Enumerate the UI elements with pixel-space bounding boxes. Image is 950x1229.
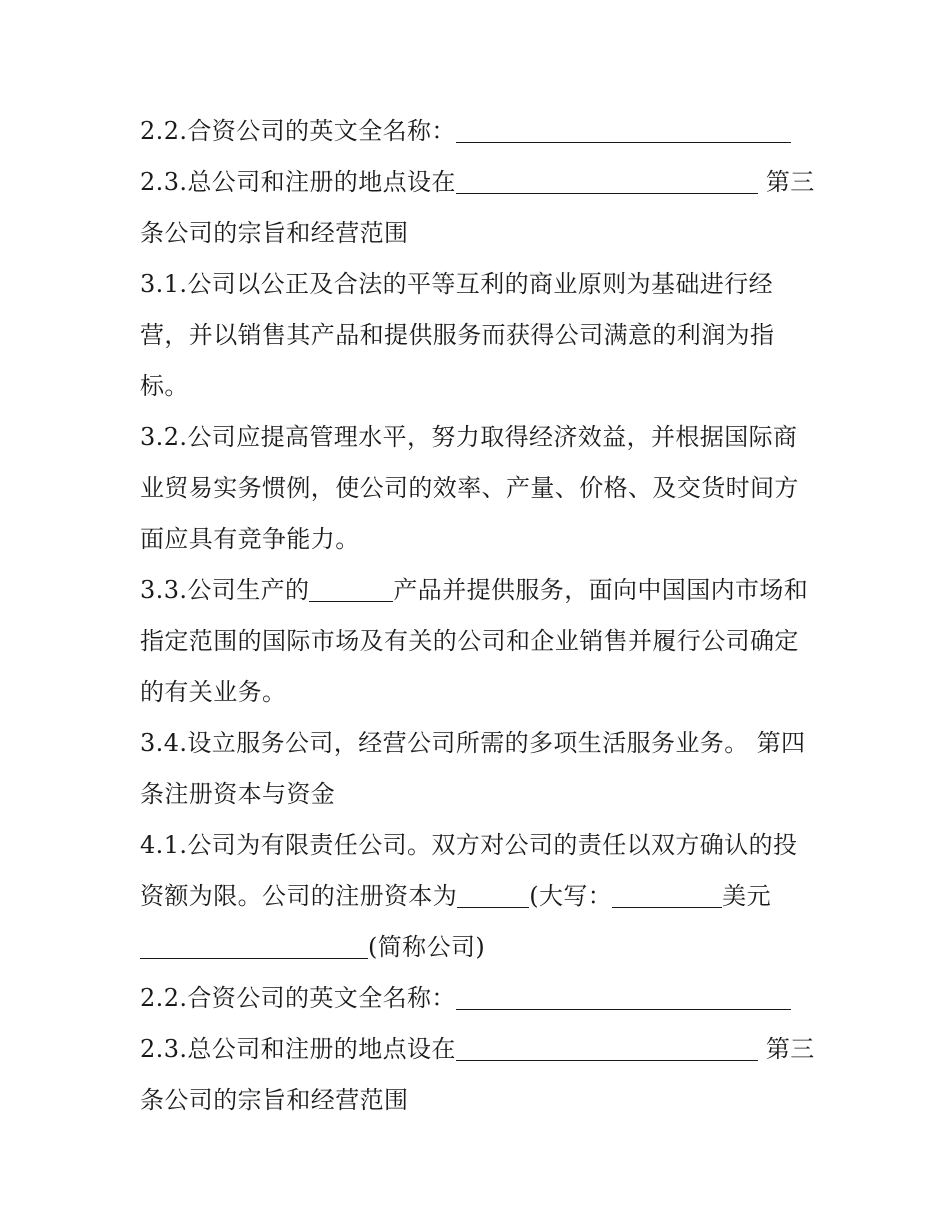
fill-in-blank bbox=[457, 881, 529, 908]
text-line bbox=[140, 216, 408, 250]
line-text: 条公司的宗旨和经营范围 bbox=[140, 219, 409, 247]
text-line bbox=[140, 828, 797, 862]
line-text: 的有关业务。 bbox=[140, 678, 287, 706]
fill-in-blank bbox=[456, 116, 791, 143]
line-text: 产品并提供服务，面向中国国内市场和 bbox=[393, 576, 809, 604]
text-line bbox=[140, 471, 799, 505]
text-line bbox=[140, 879, 771, 913]
text-line bbox=[140, 573, 808, 607]
fill-in-blank bbox=[456, 1034, 758, 1061]
text-line bbox=[140, 777, 335, 811]
fill-in-blank bbox=[309, 575, 393, 602]
text-line bbox=[140, 930, 485, 964]
line-text: 美元 bbox=[722, 882, 771, 910]
line-text: 3.1.公司以公正及合法的平等互利的商业原则为基础进行经 bbox=[140, 270, 773, 298]
line-text: 条公司的宗旨和经营范围 bbox=[140, 1086, 409, 1114]
line-text: 3.4.设立服务公司，经营公司所需的多项生活服务业务。 第四 bbox=[140, 729, 806, 757]
line-text: 第三 bbox=[757, 168, 815, 196]
line-text: 资额为限。公司的注册资本为 bbox=[140, 882, 458, 910]
text-line bbox=[140, 114, 791, 148]
line-text: (简称公司) bbox=[368, 933, 486, 961]
text-line bbox=[140, 165, 815, 199]
line-text: 面应具有竞争能力。 bbox=[140, 525, 360, 553]
text-line bbox=[140, 624, 799, 658]
text-line bbox=[140, 420, 797, 454]
line-text: 业贸易实务惯例，使公司的效率、产量、价格、及交货时间方 bbox=[140, 474, 799, 502]
text-line bbox=[140, 267, 773, 301]
line-text: 指定范围的国际市场及有关的公司和企业销售并履行公司确定 bbox=[140, 627, 799, 655]
text-line bbox=[140, 369, 189, 403]
line-text: 4.1.公司为有限责任公司。双方对公司的责任以双方确认的投 bbox=[140, 831, 798, 859]
fill-in-blank bbox=[612, 881, 722, 908]
text-line bbox=[140, 1083, 408, 1117]
text-line bbox=[140, 318, 774, 352]
line-text: 3.2.公司应提高管理水平，努力取得经济效益，并根据国际商 bbox=[140, 423, 798, 451]
line-text: 3.3.公司生产的 bbox=[140, 576, 310, 604]
line-text: 2.3.总公司和注册的地点设在 bbox=[140, 168, 456, 196]
line-text: 条注册资本与资金 bbox=[140, 780, 336, 808]
line-text: 营，并以销售其产品和提供服务而获得公司满意的利润为指 bbox=[140, 321, 775, 349]
text-line bbox=[140, 726, 805, 760]
text-line bbox=[140, 522, 360, 556]
line-text: 标。 bbox=[140, 372, 189, 400]
text-line bbox=[140, 675, 286, 709]
fill-in-blank bbox=[456, 167, 758, 194]
line-text: 2.3.总公司和注册的地点设在 bbox=[140, 1035, 456, 1063]
fill-in-blank bbox=[140, 932, 368, 959]
fill-in-blank bbox=[456, 983, 791, 1010]
text-line bbox=[140, 981, 791, 1015]
line-text: (大写： bbox=[529, 882, 613, 910]
text-line bbox=[140, 1032, 815, 1066]
line-text: 2.2.合资公司的英文全名称： bbox=[140, 984, 456, 1012]
line-text: 第三 bbox=[757, 1035, 815, 1063]
line-text: 2.2.合资公司的英文全名称： bbox=[140, 117, 456, 145]
